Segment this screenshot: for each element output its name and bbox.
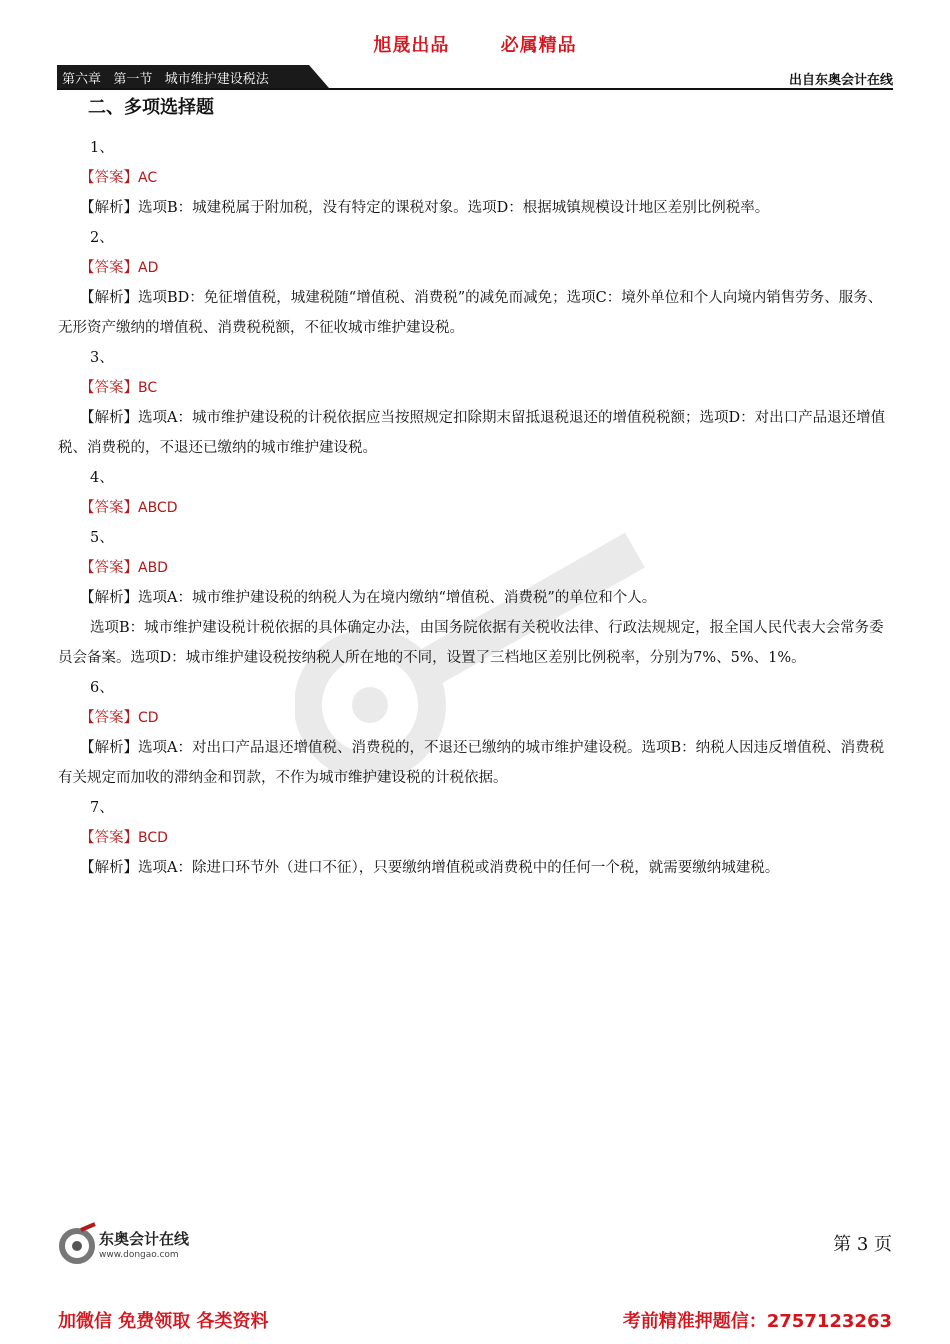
top-banner [0,31,950,57]
question-number: 2、 [90,230,114,246]
analysis-row [58,733,894,793]
footer-logo [57,1222,217,1266]
analysis-text: 选项B：城建税属于附加税，没有特定的课税对象。选项D：根据城镇规模设计地区差别比例税率。 [138,200,770,216]
answer-value: ABD [138,560,168,576]
analysis-row [58,283,894,343]
analysis-row [58,583,894,613]
logo-text: 东奥会计在线 [99,1230,190,1248]
answer-label: 【答案】 [80,380,138,396]
answer-row [58,493,894,523]
analysis-extra: 选项B：城市维护建设税计税依据的具体确定办法，由国务院依据有关税收法律、行政法规规定，报全国人民代表大会常务委员会备案。选项D：城市维护建设税按纳税人所在地的不同，设置了三档地区差别比例税率，分别为7%、5%、1%。 [58,620,884,666]
page-header [57,65,893,90]
analysis-row [58,853,894,883]
answer-value: AC [138,170,158,186]
analysis-label: 【解析】 [80,290,138,306]
question-number: 7、 [90,800,114,816]
answer-label: 【答案】 [80,500,138,516]
analysis-label: 【解析】 [80,590,138,606]
logo-url: www.dongao.com [99,1250,179,1260]
banner-left: 旭晟出品 [373,35,450,56]
question-number: 6、 [90,680,114,696]
question-list [58,133,894,883]
answer-label: 【答案】 [80,170,138,186]
analysis-text: 选项A：对出口产品退还增值税、消费税的，不退还已缴纳的城市维护建设税。选项B：纳税人因违反增值税、消费税有关规定而加收的滞纳金和罚款，不作为城市维护建设税的计税依据。 [58,740,885,786]
answer-value: CD [138,710,159,726]
question-number: 4、 [90,470,114,486]
analysis-text: 选项A：城市维护建设税的纳税人为在境内缴纳“增值税、消费税”的单位和个人。 [138,590,657,606]
answer-row [58,823,894,853]
analysis-text: 选项BD：免征增值税，城建税随“增值税、消费税”的减免而减免；选项C：境外单位和个人向境内销售劳务、服务、无形资产缴纳的增值税、消费税税额，不征收城市维护建设税。 [58,290,883,336]
analysis-label: 【解析】 [80,410,138,426]
promo-left: 加微信 免费领取 各类资料 [58,1311,269,1332]
analysis-text: 选项A：城市维护建设税的计税依据应当按照规定扣除期末留抵退税退还的增值税税额；选项D：对出口产品退还增值税、消费税的，不退还已缴纳的城市维护建设税。 [58,410,886,456]
analysis-label: 【解析】 [80,860,138,876]
answer-value: AD [138,260,159,276]
page-number: 第 3 页 [833,1234,892,1255]
chapter-title: 第六章 第一节 城市维护建设税法 [62,72,269,87]
analysis-row [58,403,894,463]
answer-row [58,703,894,733]
answer-label: 【答案】 [80,830,138,846]
analysis-label: 【解析】 [80,200,138,216]
site-name: 出自东奥会计在线 [788,73,893,88]
answer-value: ABCD [138,500,178,516]
section-title: 二、多项选择题 [88,97,214,118]
question-number: 3、 [90,350,114,366]
answer-label: 【答案】 [80,560,138,576]
answer-row [58,163,894,193]
answer-value: BC [138,380,158,396]
question-number: 1、 [90,140,114,156]
promo-right: 考前精准押题信：2757123263 [622,1311,892,1332]
banner-right: 必属精品 [500,35,577,56]
analysis-label: 【解析】 [80,740,138,756]
analysis-text: 选项A：除进口环节外（进口不征），只要缴纳增值税或消费税中的任何一个税，就需要缴纳城建税。 [138,860,780,876]
dongao-logo-icon [57,1222,97,1266]
answer-label: 【答案】 [80,260,138,276]
answer-row [58,553,894,583]
analysis-row [58,193,894,223]
question-number: 5、 [90,530,114,546]
answer-value: BCD [138,830,168,846]
answer-label: 【答案】 [80,710,138,726]
answer-row [58,253,894,283]
answer-row [58,373,894,403]
